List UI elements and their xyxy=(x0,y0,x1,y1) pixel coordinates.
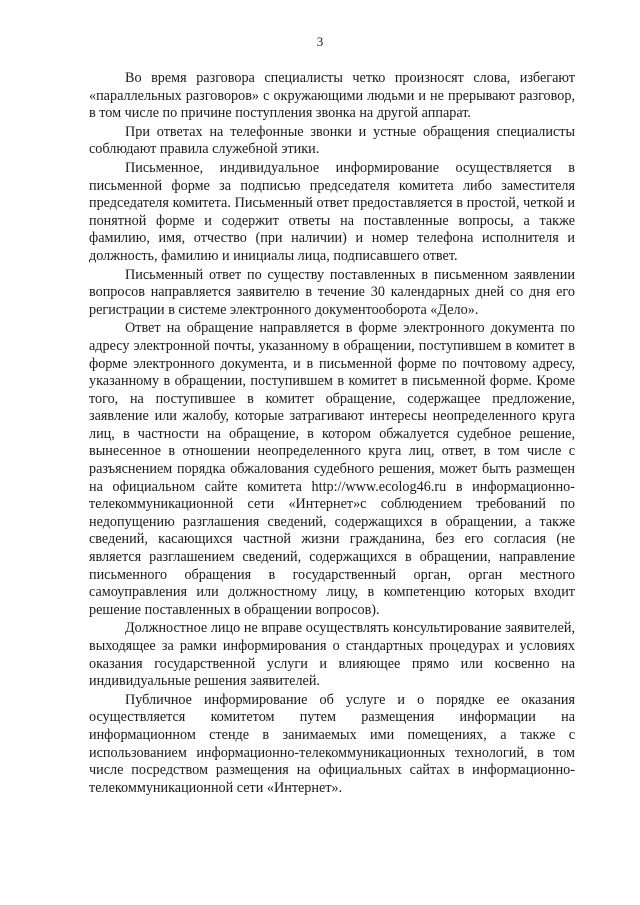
document-body xyxy=(89,70,575,798)
paragraph-written-informing: Письменное, индивидуальное информирование осуществляется в письменной форме за подписью председателя комитета либо заместителя председателя комитета. Письменный ответ предоставляется в простой, четкой и понятной форме и содержит ответы на поставленные вопросы, а также фамилию, имя, отчество (при наличии) и номер телефона исполнителя и должность, фамилию и инициалы лица, подписавшего ответ. xyxy=(89,159,575,264)
page-number: 3 xyxy=(316,34,324,49)
paragraph-service-ethics: При ответах на телефонные звонки и устные обращения специалисты соблюдают правила служебной этики. xyxy=(89,123,575,158)
paragraph-consulting-limits: Должностное лицо не вправе осуществлять консультирование заявителей, выходящее за рамки информирования о стандартных процедурах и условиях оказания государственной услуги и влияющее прямо или косвенно на индивидуальные решения заявителей. xyxy=(89,620,575,690)
paragraph-response-delivery: Ответ на обращение направляется в форме электронного документа по адресу электронной почты, указанному в обращении, поступившем в комитет в форме электронного документа, и в письменной форме по почтовому адресу, указанному в обращении, поступившем в комитет в письменной форме. Кроме того, на поступившее в комитет обращение, содержащее предложение, заявление или жалобу, которые затрагивают интересы неопределенного круга лиц, в частности на обращение, в котором обжалуется судебное решение, вынесенное в отношении неопределенного круга лиц, ответ, в том числе с разъяснением порядка обжалования судебного решения, может быть размещен на официальном сайте комитета http://www.ecolog46.ru в информационно-телекоммуникационной сети «Интернет»с соблюдением требований по недопущению разглашения сведений, содержащихся в обращении, а также сведений, касающихся частной жизни гражданина, без его согласия (не является разглашением сведений, содержащихся в обращении, направление письменного обращения в государственный орган, орган местного самоуправления или должностному лицу, в компетенцию которых входит решение поставленных в обращении вопросов). xyxy=(89,320,575,618)
paragraph-public-informing: Публичное информирование об услуге и о порядке ее оказания осуществляется комитетом путем размещения информации на информационном стенде в занимаемых ими помещениях, а также с использованием информационно-телекоммуникационных технологий, в том числе посредством размещения на официальных сайтах в информационно-телекоммуникационной сети «Интернет». xyxy=(89,691,575,796)
paragraph-response-deadline: Письменный ответ по существу поставленных в письменном заявлении вопросов направляется заявителю в течение 30 календарных дней со дня его регистрации в системе электронного документооборота «Дело». xyxy=(89,266,575,318)
paragraph-phone-etiquette: Во время разговора специалисты четко произносят слова, избегают «параллельных разговоров» с окружающими людьми и не прерывают разговор, в том числе по причине поступления звонка на другой аппарат. xyxy=(89,70,575,122)
